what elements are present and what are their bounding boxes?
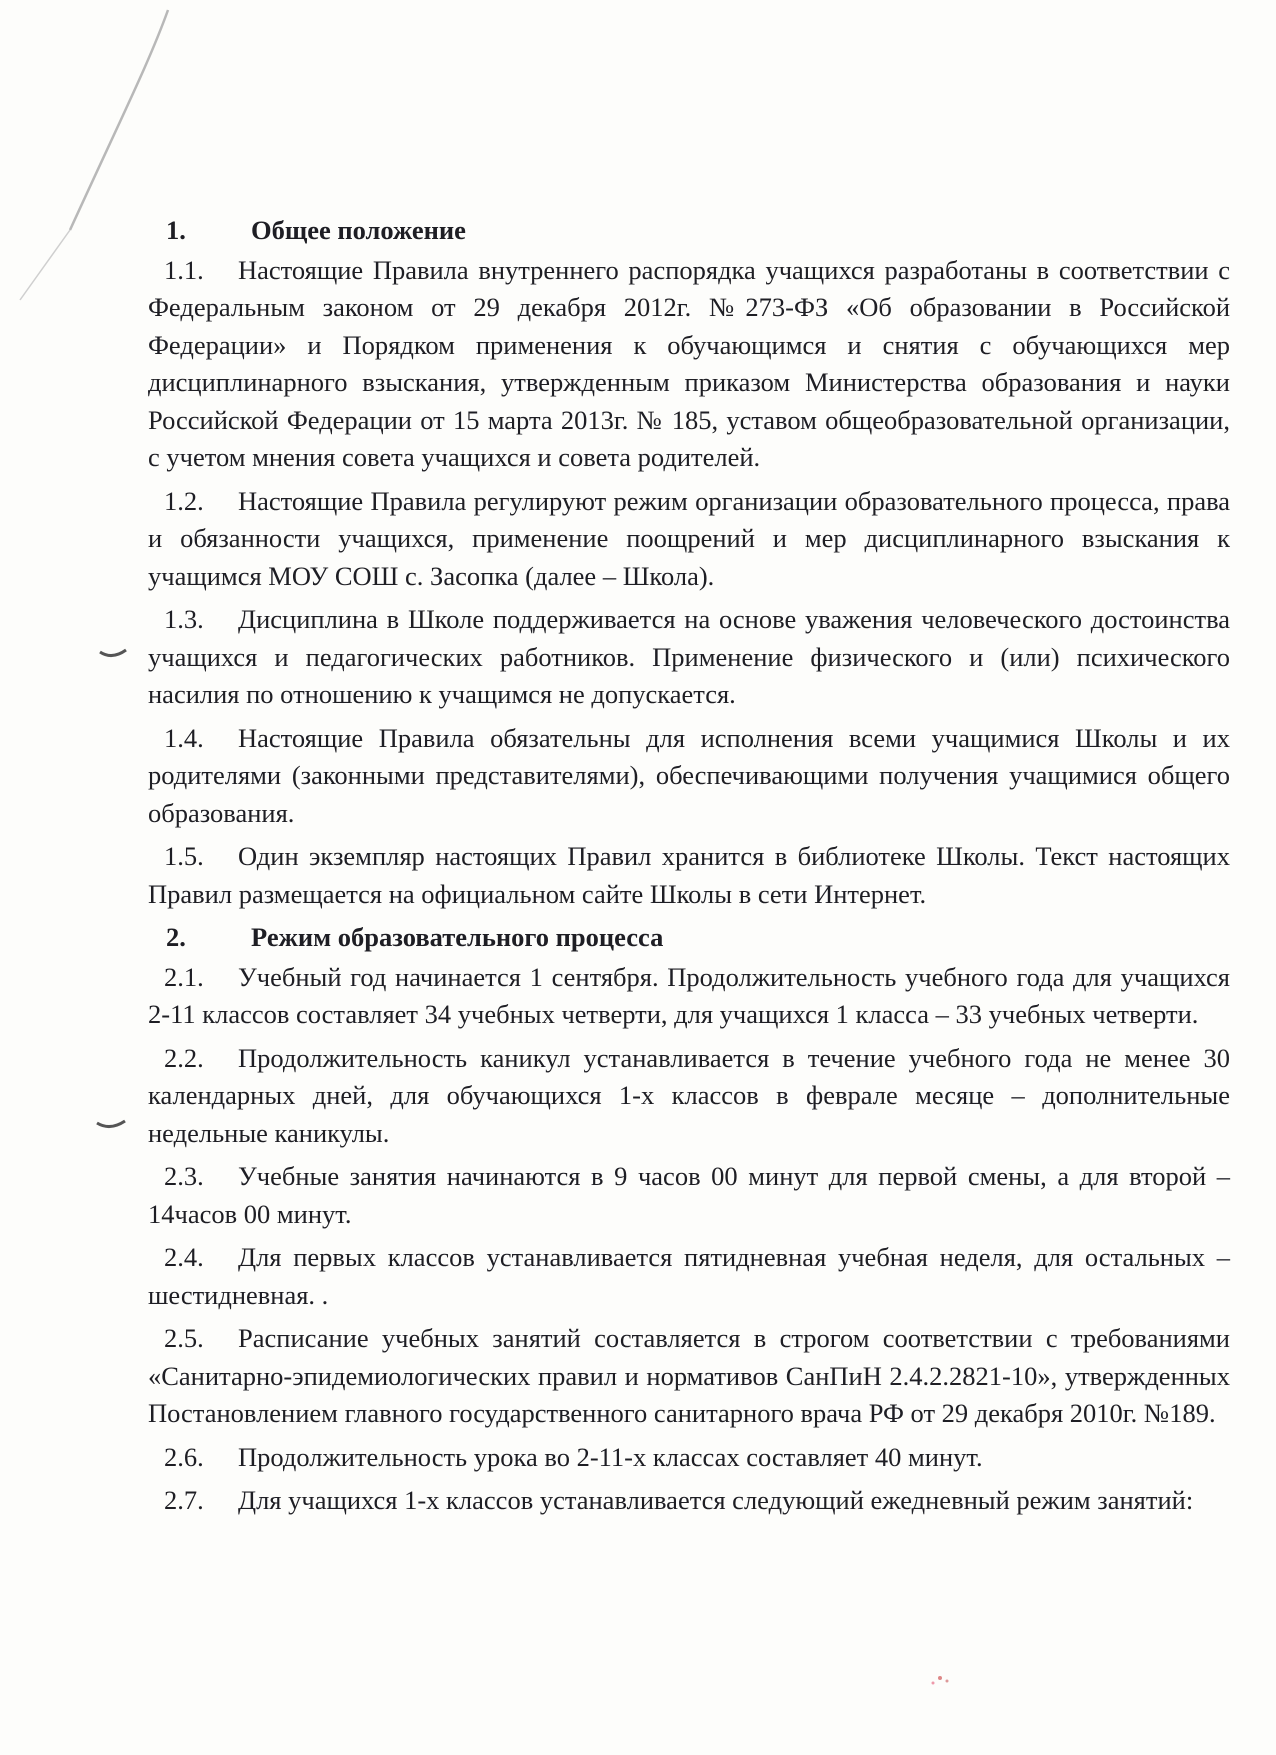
paragraph-1-1: [148, 252, 1230, 477]
paragraph-text: Для учащихся 1-х классов устанавливается следующий ежедневный режим занятий:: [238, 1485, 1194, 1515]
section-heading-2: [148, 919, 1230, 957]
paragraph-number: 1.4.: [164, 722, 204, 753]
paragraph-1-5: [148, 838, 1230, 913]
paragraph-text: Учебный год начинается 1 сентября. Продолжительность учебного года для учащихся 2-11 классов составляет 34 учебных четверти, для учащихся 1 класса – 33 учебных четверти.: [148, 961, 1230, 1029]
paragraph-2-3: [148, 1158, 1230, 1233]
paragraph-1-3: [148, 601, 1230, 714]
section-number: 2.: [166, 922, 186, 952]
paragraph-number: 2.1.: [164, 961, 204, 992]
paragraph-number: 1.2.: [164, 485, 204, 516]
paragraph-number: 2.5.: [164, 1323, 204, 1353]
paragraph-2-1: [148, 959, 1230, 1034]
paragraph-number: 2.6.: [164, 1441, 204, 1472]
paragraph-number: 2.4.: [164, 1242, 204, 1272]
section-number: 1.: [166, 215, 186, 245]
paragraph-2-5: [148, 1320, 1230, 1433]
section-title: Режим образовательного процесса: [251, 922, 664, 952]
paragraph-2-4: [148, 1239, 1230, 1314]
paragraph-text: Настоящие Правила обязательны для исполнения всеми учащимися Школы и их родителями (законными представителями), обеспечивающими получения учащимися общего образования.: [148, 722, 1230, 828]
paragraph-text: Учебные занятия начинаются в 9 часов 00 минут для первой смены, а для второй – 14часов 00 минут.: [148, 1161, 1230, 1229]
binder-hole-mark-bottom: [97, 1121, 125, 1127]
document-page: [148, 212, 1230, 1526]
paragraph-text: Продолжительность каникул устанавливается в течение учебного года не менее 30 календарных дней, для обучающихся 1-х классов в феврале месяце – дополнительные недельные каникулы.: [148, 1042, 1230, 1148]
paragraph-number: 2.7.: [164, 1485, 204, 1515]
paragraph-text: Настоящие Правила регулируют режим организации образовательного процесса, права и обязанности учащихся, применение поощрений и мер дисциплинарного взыскания к учащимся МОУ СОШ с. Засопка (далее – Школа).: [148, 485, 1230, 591]
paragraph-text: Дисциплина в Школе поддерживается на основе уважения человеческого достоинства учащихся и педагогических работников. Применение физического и (или) психического насилия по отношению к учащимся не допускается.: [148, 604, 1230, 709]
paragraph-1-2: [148, 483, 1230, 596]
paragraph-text: Настоящие Правила внутреннего распорядка учащихся разработаны в соответствии с Федеральным законом от 29 декабря 2012г. №273-ФЗ «Об образовании в Российской Федерации» и Порядком применения к обучающимся и снятия с обучающихся мер дисциплинарного взыскания, утвержденным приказом Министерства образования и науки Российской Федерации от 15 марта 2013г. № 185, уставом общеобразовательной организации, с учетом мнения совета учащихся и совета родителей.: [148, 254, 1230, 472]
paragraph-2-2: [148, 1040, 1230, 1153]
paragraph-text: Для первых классов устанавливается пятидневная учебная неделя, для остальных – шестидневная. .: [148, 1242, 1230, 1310]
paragraph-number: 1.5.: [164, 841, 204, 871]
paragraph-2-6: [148, 1439, 1230, 1477]
binder-hole-mark-top: [100, 650, 126, 656]
paragraph-1-4: [148, 720, 1230, 833]
paragraph-number: 1.1.: [164, 254, 204, 285]
section-heading-1: [148, 212, 1230, 250]
paragraph-text: Расписание учебных занятий составляется в строгом соответствии с требованиями «Санитарно-эпидемиологических правил и нормативов СанПиН 2.4.2.2821-10», утвержденных Постановлением главного государственного санитарного врача РФ от 29 декабря 2010г. №189.: [148, 1323, 1230, 1428]
paragraph-2-7: [148, 1482, 1230, 1520]
paragraph-number: 1.3.: [164, 604, 204, 634]
paragraph-number: 2.2.: [164, 1042, 204, 1073]
paragraph-number: 2.3.: [164, 1161, 204, 1191]
paragraph-text: Продолжительность урока во 2-11-х классах составляет 40 минут.: [238, 1441, 983, 1472]
paragraph-text: Один экземпляр настоящих Правил хранится в библиотеке Школы. Текст настоящих Правил размещается на официальном сайте Школы в сети Интернет.: [148, 841, 1230, 909]
section-title: Общее положение: [251, 215, 466, 245]
